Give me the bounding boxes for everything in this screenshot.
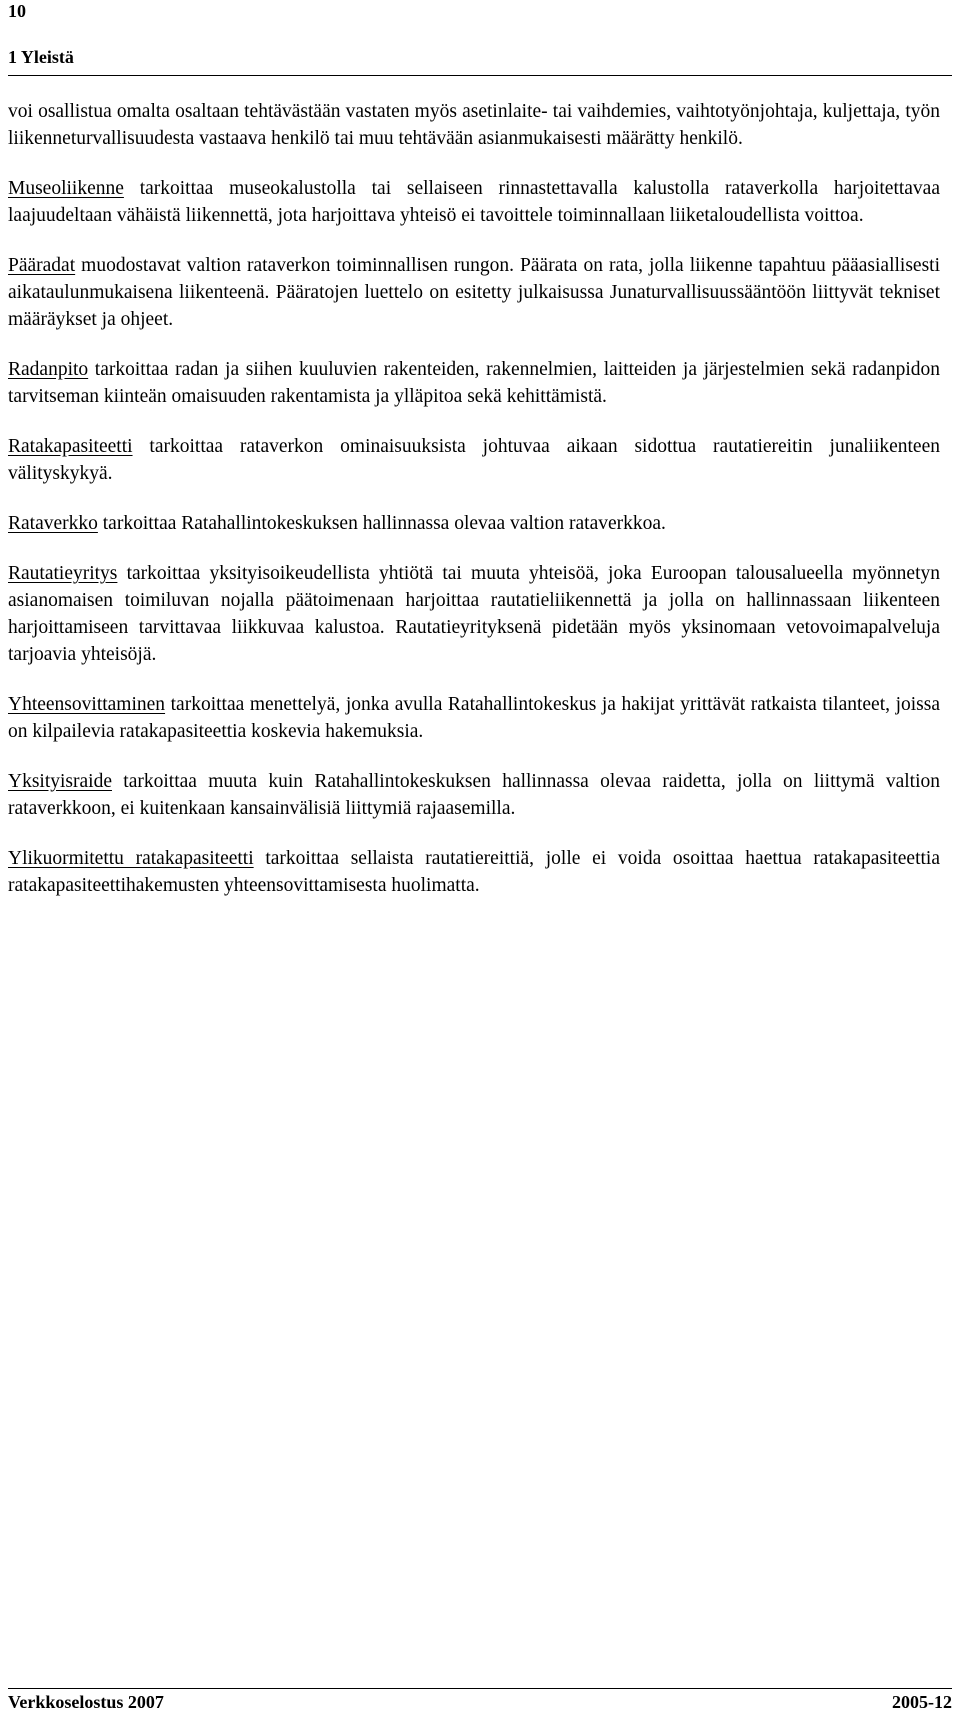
defined-term: Ylikuormitettu ratakapasiteetti — [8, 848, 254, 869]
definition-text: tarkoittaa menettelyä, jonka avulla Ratahallintokeskus ja hakijat yrittävät ratkaista tilanteet, joissa on kilpailevia ratakapasiteettia koskevia hakemuksia. — [8, 694, 940, 742]
defined-term: Pääradat — [8, 255, 76, 276]
defined-term: Radanpito — [8, 359, 89, 380]
definition-ratakapasiteetti — [8, 433, 940, 487]
definition-text: tarkoittaa sellaista rautatiereittiä, jolle ei voida osoittaa haettua ratakapasiteettia ratakapasiteettihakemusten yhteensovittamisesta huolimatta. — [8, 848, 940, 896]
footer-document-title: Verkkoselostus 2007 — [8, 1692, 164, 1712]
defined-term: Rataverkko — [8, 513, 98, 534]
defined-term: Rautatieyritys — [8, 563, 118, 584]
document-body — [8, 98, 940, 922]
defined-term: Yhteensovittaminen — [8, 694, 166, 715]
definition-yhteensovittaminen — [8, 691, 940, 745]
definition-rautatieyritys — [8, 560, 940, 668]
defined-term: Ratakapasiteetti — [8, 436, 133, 457]
definition-rataverkko — [8, 510, 940, 537]
footer-date: 2005-12 — [892, 1692, 952, 1712]
definition-text: tarkoittaa rataverkon ominaisuuksista johtuvaa aikaan sidottua rautatiereitin junaliikenteen välityskykyä. — [8, 436, 940, 484]
defined-term: Yksityisraide — [8, 771, 112, 792]
header-divider — [8, 75, 952, 76]
definition-text: tarkoittaa radan ja siihen kuuluvien rakenteiden, rakennelmien, laitteiden ja järjestelmien sekä radanpidon tarvitseman kiinteän omaisuuden rakentamista ja ylläpitoa sekä kehittämistä. — [8, 359, 940, 407]
definition-text: tarkoittaa Ratahallintokeskuksen hallinnassa olevaa valtion rataverkkoa. — [97, 513, 666, 534]
definition-paaradat — [8, 252, 940, 333]
definition-text: tarkoittaa muuta kuin Ratahallintokeskuksen hallinnassa olevaa raidetta, jolla on liittymä valtion rataverkkoon, ei kuitenkaan kansainvälisiä liittymiä rajaasemilla. — [8, 771, 940, 819]
section-title: 1 Yleistä — [8, 47, 74, 67]
definition-text: muodostavat valtion rataverkon toiminnallisen rungon. Päärata on rata, jolla liikenne tapahtuu pääasiallisesti aikataulunmukaisena liikenteenä. Pääratojen luettelo on esitetty julkaisussa Junaturvallisuussääntöön liittyvät tekniset määräykset ja ohjeet. — [8, 255, 940, 330]
definition-museoliikenne — [8, 175, 940, 229]
definition-ylikuormitettu-ratakapasiteetti — [8, 845, 940, 899]
paragraph-continuation — [8, 98, 940, 152]
footer-divider — [8, 1688, 952, 1689]
defined-term: Museoliikenne — [8, 178, 124, 199]
definition-text: tarkoittaa museokalustolla tai sellaiseen rinnastettavalla kalustolla rataverkolla harjoitettavaa laajuudeltaan vähäistä liikennettä, jota harjoittava yhteisö ei tavoittele toiminnallaan liiketaloudellista voittoa. — [8, 178, 940, 226]
definition-text: tarkoittaa yksityisoikeudellista yhtiötä tai muuta yhteisöä, joka Euroopan talousalueella myönnetyn asianomaisen toimiluvan nojalla päätoimenaan harjoittaa rautatieliikennettä ja jolla on hallinnassaan liikenteen harjoittamiseen tarvittavaa liikkuvaa kalustoa. Rautatieyrityksenä pidetään myös yksinomaan vetovoimapalveluja tarjoavia yhteisöjä. — [8, 563, 940, 665]
page-number: 10 — [8, 1, 26, 21]
definition-yksityisraide — [8, 768, 940, 822]
definition-radanpito — [8, 356, 940, 410]
paragraph-text: voi osallistua omalta osaltaan tehtävästään vastaten myös asetinlaite- tai vaihdemies, vaihtotyönjohtaja, kuljettaja, työn liikenneturvallisuudesta vastaava henkilö tai muu tehtävään asianmukaisesti määrätty henkilö. — [8, 101, 940, 149]
